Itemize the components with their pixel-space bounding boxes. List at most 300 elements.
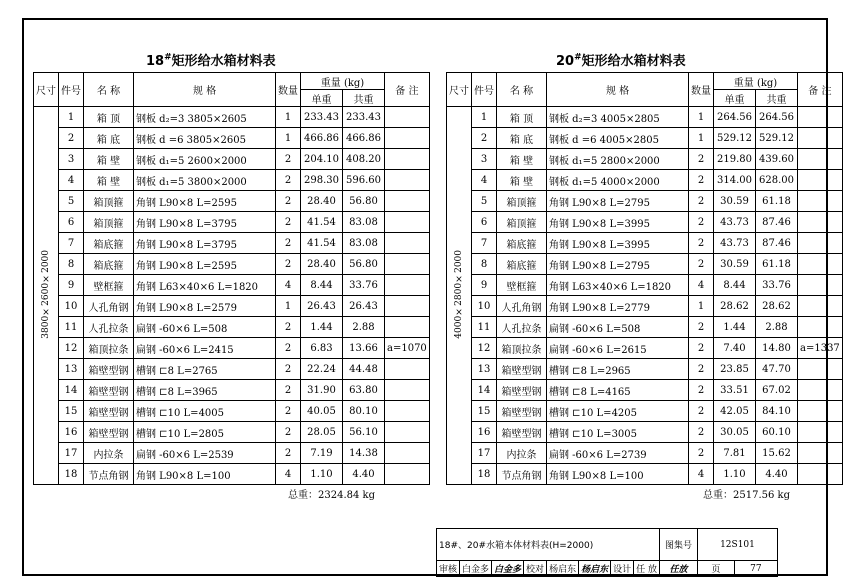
spec-cell: 钢板 d₁=5 2800×2000 [547,149,689,170]
table-row [447,317,843,338]
item-no-cell: 4 [472,170,497,191]
unit-weight-cell: 23.85 [714,359,756,380]
table-row [34,338,430,359]
left-total-weight: 总重：2324.84 kg [288,490,375,501]
unit-weight-cell: 7.19 [301,443,343,464]
name-cell: 箱 壁 [497,170,547,191]
qty-cell: 2 [689,317,714,338]
table-row [34,359,430,380]
unit-weight-cell: 1.44 [714,317,756,338]
total-weight-cell: 56.80 [343,191,385,212]
name-cell: 箱壁型钢 [497,401,547,422]
qty-cell: 2 [689,338,714,359]
name-cell: 壁框箍 [497,275,547,296]
atlas-label: 图集号 [659,529,697,561]
note-cell [798,443,843,464]
unit-weight-cell: 30.59 [714,191,756,212]
table-row [447,128,843,149]
table-row [34,296,430,317]
name-cell: 人孔拉条 [497,317,547,338]
note-cell [798,107,843,128]
spec-cell: 角钢 L90×8 L=3995 [547,212,689,233]
spec-cell: 角钢 L90×8 L=3995 [547,233,689,254]
total-weight-cell: 4.40 [343,464,385,485]
spec-cell: 角钢 L90×8 L=2595 [134,254,276,275]
total-weight-cell: 61.18 [756,254,798,275]
qty-cell: 2 [689,233,714,254]
note-cell [385,422,430,443]
qty-cell: 1 [689,107,714,128]
unit-weight-cell: 1.10 [301,464,343,485]
total-weight-cell: 87.46 [756,212,798,233]
reviewer-signature: 白金多 [492,561,524,577]
item-no-cell: 18 [59,464,84,485]
name-cell: 箱壁型钢 [84,380,134,401]
table-row [34,212,430,233]
note-cell [798,254,843,275]
note-cell [798,149,843,170]
item-no-cell: 3 [59,149,84,170]
item-no-cell: 14 [59,380,84,401]
table-row [447,212,843,233]
qty-cell: 2 [689,380,714,401]
qty-cell: 1 [276,296,301,317]
spec-cell: 角钢 L90×8 L=2579 [134,296,276,317]
item-no-cell: 11 [59,317,84,338]
qty-cell: 2 [689,170,714,191]
item-no-cell: 1 [59,107,84,128]
name-cell: 箱底箍 [84,254,134,275]
name-cell: 箱底箍 [497,254,547,275]
unit-weight-cell: 30.05 [714,422,756,443]
atlas-number: 12S101 [697,529,777,561]
spec-cell: 钢板 d₁=5 2600×2000 [134,149,276,170]
unit-weight-cell: 42.05 [714,401,756,422]
note-cell [385,359,430,380]
header-weight: 重量 (kg) [301,73,385,90]
spec-cell: 槽钢 ⊏10 L=4005 [134,401,276,422]
item-no-cell: 14 [472,380,497,401]
table-row [34,233,430,254]
qty-cell: 2 [276,170,301,191]
name-cell: 箱壁型钢 [497,380,547,401]
table-row [447,107,843,128]
table-row [34,149,430,170]
total-weight-cell: 33.76 [343,275,385,296]
design-label: 设计 [611,561,634,577]
qty-cell: 2 [689,254,714,275]
right-table-title: 20#矩形给水箱材料表 [556,52,686,69]
spec-cell: 扁钢 -60×6 L=2415 [134,338,276,359]
name-cell: 箱壁型钢 [84,359,134,380]
total-weight-cell: 26.43 [343,296,385,317]
spec-cell: 扁钢 -60×6 L=2539 [134,443,276,464]
proofreader-name: 杨启东 [547,561,579,577]
note-cell [798,380,843,401]
total-weight-cell: 439.60 [756,149,798,170]
unit-weight-cell: 22.24 [301,359,343,380]
size-dimension-cell [34,107,59,485]
spec-cell: 槽钢 ⊏10 L=4205 [547,401,689,422]
spec-cell: 角钢 L63×40×6 L=1820 [134,275,276,296]
qty-cell: 1 [689,128,714,149]
item-no-cell: 1 [472,107,497,128]
header-unit-weight: 单重 [714,90,756,107]
unit-weight-cell: 466.86 [301,128,343,149]
total-weight-cell: 233.43 [343,107,385,128]
total-weight-cell: 628.00 [756,170,798,191]
spec-cell: 角钢 L63×40×6 L=1820 [547,275,689,296]
name-cell: 箱顶箍 [497,212,547,233]
item-no-cell: 13 [472,359,497,380]
item-no-cell: 8 [59,254,84,275]
proofreader-signature: 杨启东 [579,561,611,577]
qty-cell: 2 [689,443,714,464]
spec-cell: 槽钢 ⊏8 L=2965 [547,359,689,380]
table-row [34,191,430,212]
item-no-cell: 16 [59,422,84,443]
note-cell [798,191,843,212]
table-row [447,191,843,212]
unit-weight-cell: 264.56 [714,107,756,128]
item-no-cell: 16 [472,422,497,443]
item-no-cell: 3 [472,149,497,170]
total-weight-cell: 67.02 [756,380,798,401]
name-cell: 箱底箍 [84,233,134,254]
qty-cell: 2 [276,422,301,443]
total-weight-cell: 83.08 [343,233,385,254]
table-row [447,359,843,380]
spec-cell: 角钢 L90×8 L=2779 [547,296,689,317]
note-cell [385,254,430,275]
spec-cell: 钢板 d₁=5 4000×2000 [547,170,689,191]
item-no-cell: 17 [472,443,497,464]
name-cell: 箱顶拉条 [497,338,547,359]
spec-cell: 槽钢 ⊏10 L=2805 [134,422,276,443]
note-cell [798,233,843,254]
total-weight-cell: 87.46 [756,233,798,254]
qty-cell: 2 [276,191,301,212]
name-cell: 箱 底 [497,128,547,149]
size-dimension: 4000×2800×2000 [454,249,464,339]
note-cell [385,464,430,485]
table-row [34,464,430,485]
drawing-title: 18#、20#水箱本体材料表(H=2000) [437,529,660,561]
unit-weight-cell: 43.73 [714,233,756,254]
note-cell [798,212,843,233]
name-cell: 箱底箍 [497,233,547,254]
unit-weight-cell: 28.05 [301,422,343,443]
total-weight-cell: 80.10 [343,401,385,422]
total-weight-cell: 60.10 [756,422,798,443]
unit-weight-cell: 233.43 [301,107,343,128]
total-weight-cell: 264.56 [756,107,798,128]
unit-weight-cell: 529.12 [714,128,756,149]
spec-cell: 角钢 L90×8 L=3795 [134,233,276,254]
total-weight-cell: 63.80 [343,380,385,401]
total-weight-cell: 2.88 [343,317,385,338]
spec-cell: 角钢 L90×8 L=3795 [134,212,276,233]
table-row [34,401,430,422]
unit-weight-cell: 43.73 [714,212,756,233]
table-row [447,338,843,359]
spec-cell: 槽钢 ⊏8 L=4165 [547,380,689,401]
total-weight-cell: 13.66 [343,338,385,359]
table-row [447,464,843,485]
note-cell [385,275,430,296]
unit-weight-cell: 8.44 [714,275,756,296]
qty-cell: 2 [276,380,301,401]
qty-cell: 2 [276,443,301,464]
header-total-weight: 共重 [756,90,798,107]
note-cell [385,401,430,422]
unit-weight-cell: 8.44 [301,275,343,296]
table-row [34,107,430,128]
total-weight-cell: 56.10 [343,422,385,443]
header-unit-weight: 单重 [301,90,343,107]
qty-cell: 4 [276,275,301,296]
page-label: 页 [697,561,734,577]
qty-cell: 2 [276,149,301,170]
qty-cell: 1 [276,107,301,128]
review-label: 审核 [437,561,460,577]
header-note: 备 注 [385,73,430,107]
header-total-weight: 共重 [343,90,385,107]
table-row [34,254,430,275]
total-weight-cell: 44.48 [343,359,385,380]
total-weight-cell: 529.12 [756,128,798,149]
header-size: 尺寸 [34,73,59,107]
unit-weight-cell: 219.80 [714,149,756,170]
qty-cell: 1 [689,296,714,317]
proof-label: 校对 [524,561,547,577]
name-cell: 箱 顶 [497,107,547,128]
header-item-no: 件号 [472,73,497,107]
note-cell [385,317,430,338]
header-item-no: 件号 [59,73,84,107]
qty-cell: 2 [689,401,714,422]
total-weight-cell: 14.38 [343,443,385,464]
name-cell: 节点角钢 [84,464,134,485]
spec-cell: 扁钢 -60×6 L=508 [134,317,276,338]
qty-cell: 2 [689,191,714,212]
qty-cell: 4 [689,464,714,485]
note-cell [385,443,430,464]
unit-weight-cell: 26.43 [301,296,343,317]
table-row [447,149,843,170]
note-cell [798,317,843,338]
table-row [447,380,843,401]
table-row [447,401,843,422]
unit-weight-cell: 314.00 [714,170,756,191]
unit-weight-cell: 28.40 [301,254,343,275]
name-cell: 箱 壁 [84,149,134,170]
item-no-cell: 12 [472,338,497,359]
header-qty: 数量 [276,73,301,107]
note-cell: a=1337 [798,338,843,359]
name-cell: 箱顶箍 [84,212,134,233]
header-name: 名 称 [84,73,134,107]
name-cell: 箱 壁 [84,170,134,191]
table-row [34,170,430,191]
reviewer-name: 白金多 [460,561,492,577]
note-cell [385,380,430,401]
header-spec: 规 格 [134,73,276,107]
qty-cell: 2 [689,422,714,443]
unit-weight-cell: 6.83 [301,338,343,359]
note-cell [385,170,430,191]
total-weight-cell: 61.18 [756,191,798,212]
table-row [34,422,430,443]
header-name: 名 称 [497,73,547,107]
note-cell [798,401,843,422]
spec-cell: 角钢 L90×8 L=2795 [547,191,689,212]
note-cell [798,422,843,443]
spec-cell: 槽钢 ⊏10 L=3005 [547,422,689,443]
designer-signature: 任放 [659,561,697,577]
item-no-cell: 7 [59,233,84,254]
item-no-cell: 15 [472,401,497,422]
header-weight: 重量 (kg) [714,73,798,90]
item-no-cell: 5 [59,191,84,212]
item-no-cell: 9 [59,275,84,296]
table-row [447,170,843,191]
spec-cell: 钢板 d₂=3 4005×2805 [547,107,689,128]
spec-cell: 扁钢 -60×6 L=508 [547,317,689,338]
qty-cell: 2 [276,233,301,254]
item-no-cell: 2 [59,128,84,149]
note-cell [798,296,843,317]
qty-cell: 2 [276,401,301,422]
note-cell [798,464,843,485]
qty-cell: 1 [276,128,301,149]
unit-weight-cell: 28.62 [714,296,756,317]
total-weight-cell: 14.80 [756,338,798,359]
spec-cell: 槽钢 ⊏8 L=2765 [134,359,276,380]
unit-weight-cell: 31.90 [301,380,343,401]
spec-cell: 角钢 L90×8 L=100 [134,464,276,485]
right-material-table [446,72,843,485]
item-no-cell: 5 [472,191,497,212]
total-weight-cell: 2.88 [756,317,798,338]
item-no-cell: 6 [472,212,497,233]
unit-weight-cell: 41.54 [301,233,343,254]
qty-cell: 2 [276,317,301,338]
qty-cell: 4 [276,464,301,485]
name-cell: 箱壁型钢 [497,359,547,380]
name-cell: 箱 顶 [84,107,134,128]
total-weight-cell: 408.20 [343,149,385,170]
qty-cell: 2 [689,359,714,380]
spec-cell: 钢板 d₁=5 3800×2000 [134,170,276,191]
unit-weight-cell: 33.51 [714,380,756,401]
unit-weight-cell: 1.44 [301,317,343,338]
spec-cell: 钢板 d₂=3 3805×2605 [134,107,276,128]
unit-weight-cell: 30.59 [714,254,756,275]
note-cell: a=1070 [385,338,430,359]
unit-weight-cell: 1.10 [714,464,756,485]
page-number: 77 [734,561,777,577]
total-weight-cell: 15.62 [756,443,798,464]
note-cell [385,107,430,128]
name-cell: 箱壁型钢 [84,422,134,443]
item-no-cell: 12 [59,338,84,359]
total-weight-cell: 83.08 [343,212,385,233]
item-no-cell: 4 [59,170,84,191]
spec-cell: 角钢 L90×8 L=2795 [547,254,689,275]
table-row [447,233,843,254]
qty-cell: 2 [276,254,301,275]
spec-cell: 角钢 L90×8 L=100 [547,464,689,485]
spec-cell: 钢板 d =6 3805×2605 [134,128,276,149]
note-cell [385,296,430,317]
name-cell: 内拉条 [84,443,134,464]
item-no-cell: 9 [472,275,497,296]
table-row [34,317,430,338]
spec-cell: 钢板 d =6 4005×2805 [547,128,689,149]
size-dimension: 3800×2600×2000 [41,249,51,339]
name-cell: 壁框箍 [84,275,134,296]
header-size: 尺寸 [447,73,472,107]
item-no-cell: 8 [472,254,497,275]
name-cell: 箱壁型钢 [84,401,134,422]
unit-weight-cell: 298.30 [301,170,343,191]
total-weight-cell: 4.40 [756,464,798,485]
note-cell [798,275,843,296]
total-weight-cell: 33.76 [756,275,798,296]
item-no-cell: 2 [472,128,497,149]
total-weight-cell: 596.60 [343,170,385,191]
name-cell: 箱 壁 [497,149,547,170]
spec-cell: 角钢 L90×8 L=2595 [134,191,276,212]
note-cell [798,170,843,191]
item-no-cell: 17 [59,443,84,464]
note-cell [798,359,843,380]
header-note: 备 注 [798,73,843,107]
unit-weight-cell: 28.40 [301,191,343,212]
name-cell: 节点角钢 [497,464,547,485]
header-spec: 规 格 [547,73,689,107]
item-no-cell: 18 [472,464,497,485]
table-row [34,380,430,401]
note-cell [385,212,430,233]
title-block [436,528,778,577]
size-dimension-cell [447,107,472,485]
table-row [447,422,843,443]
table-row [34,443,430,464]
note-cell [385,233,430,254]
table-row [34,128,430,149]
right-total-weight: 总重：2517.56 kg [703,490,790,501]
name-cell: 箱顶拉条 [84,338,134,359]
total-weight-cell: 466.86 [343,128,385,149]
unit-weight-cell: 7.81 [714,443,756,464]
item-no-cell: 10 [59,296,84,317]
name-cell: 人孔拉条 [84,317,134,338]
unit-weight-cell: 40.05 [301,401,343,422]
total-weight-cell: 84.10 [756,401,798,422]
item-no-cell: 15 [59,401,84,422]
item-no-cell: 10 [472,296,497,317]
qty-cell: 2 [689,149,714,170]
unit-weight-cell: 7.40 [714,338,756,359]
name-cell: 人孔角钢 [497,296,547,317]
left-table-title: 18#矩形给水箱材料表 [146,52,276,69]
qty-cell: 2 [276,359,301,380]
name-cell: 箱顶箍 [84,191,134,212]
name-cell: 箱壁型钢 [497,422,547,443]
left-material-table [33,72,430,485]
